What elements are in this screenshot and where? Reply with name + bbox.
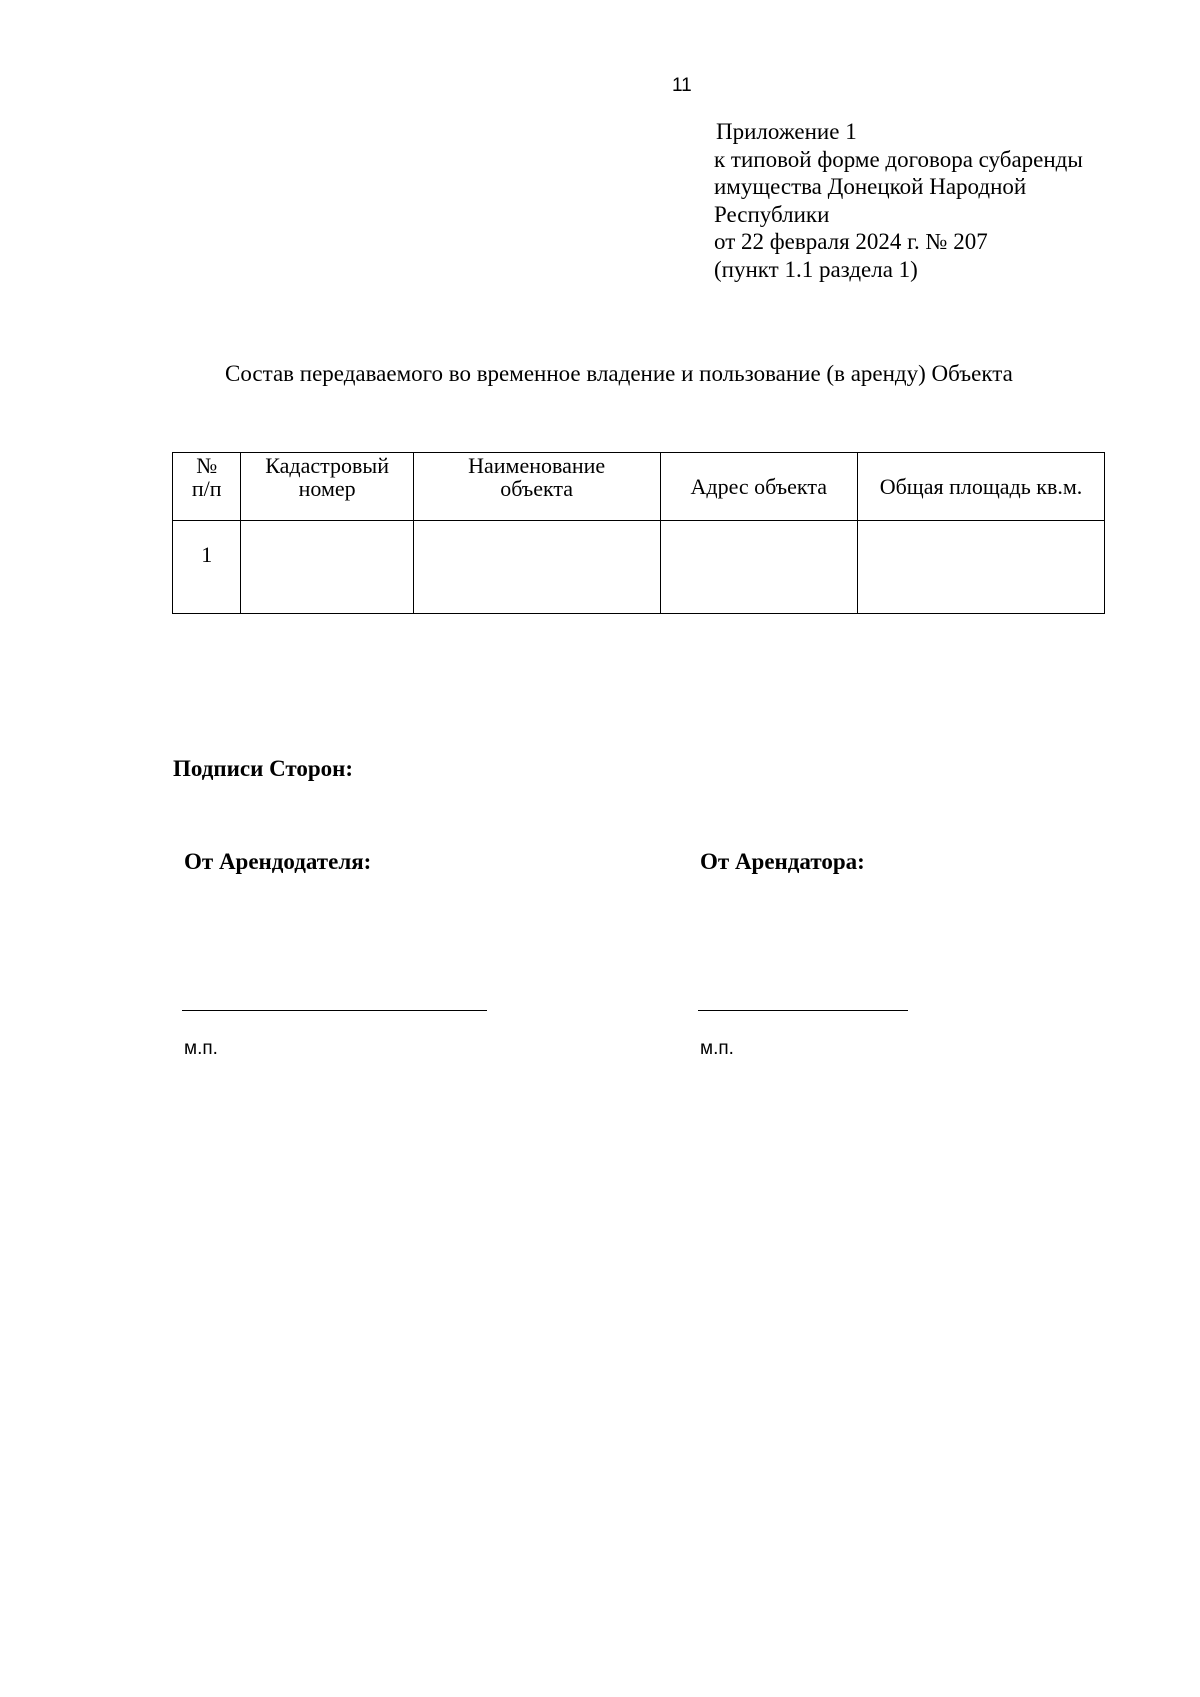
header-number — [173, 453, 241, 521]
table-row — [173, 521, 1105, 614]
lessee-signature-line — [698, 1010, 908, 1011]
header-total-area: Общая площадь кв.м. — [857, 453, 1104, 521]
table-header-row — [173, 453, 1105, 521]
appendix-line: Республики — [714, 201, 830, 227]
cell-number: 1 — [173, 521, 241, 614]
header-cadastral-line: Кадастровый — [265, 453, 389, 478]
appendix-line: к типовой форме договора субаренды — [714, 146, 1083, 172]
document-title: Состав передаваемого во временное владение и пользование (в аренду) Объекта — [225, 361, 1013, 386]
header-name-line: объекта — [500, 476, 574, 501]
lessor-seal-label: м.п. — [184, 1038, 218, 1059]
header-cadastral-line: номер — [298, 476, 356, 501]
header-cadastral-number — [241, 453, 413, 521]
cell-object-name — [413, 521, 660, 614]
signatures-title: Подписи Сторон: — [173, 756, 354, 781]
header-number-line: п/п — [191, 476, 222, 501]
page-number: 11 — [672, 75, 692, 96]
header-object-name — [413, 453, 660, 521]
header-object-address: Адрес объекта — [660, 453, 857, 521]
header-name-line: Наименование — [468, 453, 606, 478]
lessee-label: От Арендатора: — [700, 849, 865, 874]
lessor-signature-line — [182, 1010, 487, 1011]
appendix-header — [714, 118, 1174, 283]
appendix-line: имущества Донецкой Народной — [714, 174, 1027, 199]
appendix-line: от 22 февраля 2024 г. № 207 — [714, 229, 988, 254]
lessor-label: От Арендодателя: — [184, 849, 372, 874]
cell-cadastral-number — [241, 521, 413, 614]
header-number-line: № — [196, 453, 218, 478]
appendix-line: (пункт 1.1 раздела 1) — [714, 256, 918, 282]
cell-total-area — [857, 521, 1104, 614]
appendix-line: Приложение 1 — [716, 119, 857, 144]
lessee-seal-label: м.п. — [700, 1038, 734, 1059]
objects-table — [172, 452, 1105, 614]
cell-object-address — [660, 521, 857, 614]
